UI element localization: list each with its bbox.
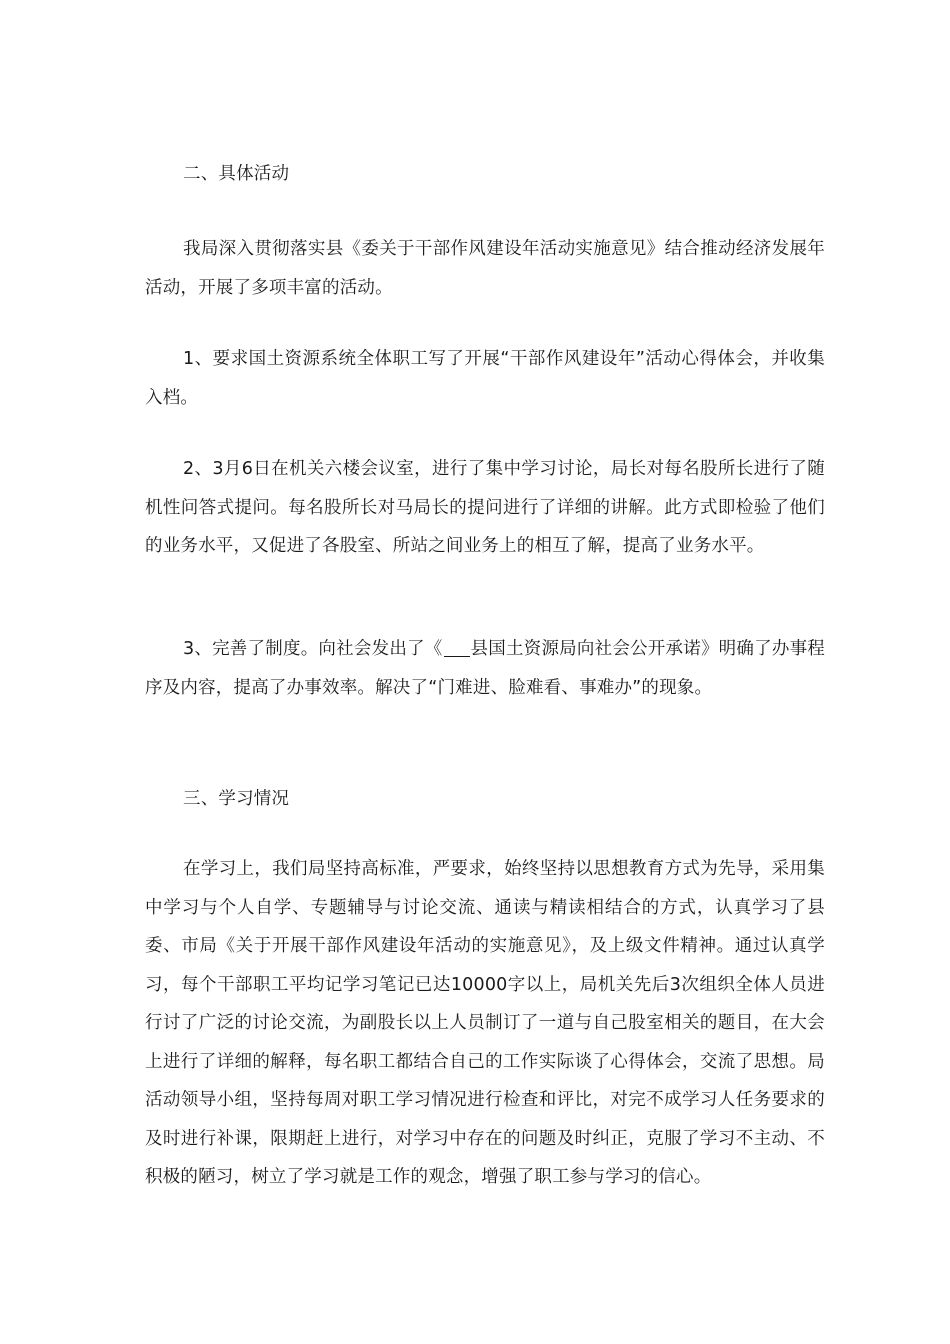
item-3-text-after: 县国土资源局向社会公开承诺》明确了办事程序及内容，提高了办事效率。解决了“门难进、脸难看、事难办”的现象。 bbox=[145, 639, 826, 698]
paragraph-study-body: 在学习上，我们局坚持高标准，严要求，始终坚持以思想教育方式为先导，采用集中学习与个人自学、专题辅导与讨论交流、通读与精读相结合的方式，认真学习了县委、市局《关于开展干部作风建设年活动的实施意见》，及上级文件精神。通过认真学习，每个干部职工平均记学习笔记已达10000字以上，局机关先后3次组织全体人员进行讨了广泛的讨论交流，为副股长以上人员制订了一道与自己股室相关的题目，在大会上进行了详细的解释，每名职工都结合自己的工作实际谈了心得体会，交流了思想。局活动领导小组，坚持每周对职工学习情况进行检查和评比，对完不成学习人任务要求的及时进行补课，限期赶上进行，对学习中存在的问题及时纠正，克服了学习不主动、不积极的陋习，树立了学习就是工作的观念，增强了职工参与学习的信心。 bbox=[145, 859, 825, 1187]
paragraph-item-1: 1、要求国土资源系统全体职工写了开展“干部作风建设年”活动心得体会，并收集入档。 bbox=[145, 349, 825, 408]
blank-underline bbox=[444, 639, 470, 658]
section-heading-specific-activities: 二、具体活动 bbox=[183, 164, 290, 184]
paragraph-intro: 我局深入贯彻落实县《委关于干部作风建设年活动实施意见》结合推动经济发展年活动，开展了多项丰富的活动。 bbox=[145, 239, 825, 298]
paragraph-item-2: 2、3月6日在机关六楼会议室，进行了集中学习讨论，局长对每名股所长进行了随机性问答式提问。每名股所长对马局长的提问进行了详细的讲解。此方式即检验了他们的业务水平，又促进了各股室、所站之间业务上的相互了解，提高了业务水平。 bbox=[145, 459, 825, 556]
paragraph-item-3 bbox=[145, 630, 825, 707]
item-3-text-before: 3、完善了制度。向社会发出了《 bbox=[183, 639, 443, 659]
section-heading-study-situation: 三、学习情况 bbox=[183, 789, 290, 809]
